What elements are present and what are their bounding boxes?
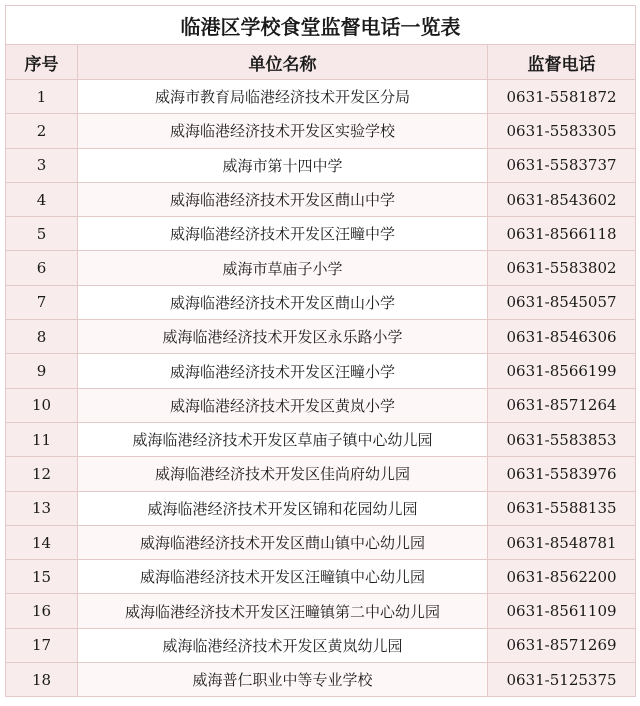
row-unit-name: 威海临港经济技术开发区黄岚小学 xyxy=(78,388,488,422)
table-row xyxy=(6,148,636,182)
table-row xyxy=(6,251,636,285)
row-serial-number: 3 xyxy=(6,148,78,182)
row-unit-name: 威海临港经济技术开发区蔄山镇中心幼儿园 xyxy=(78,525,488,559)
row-serial-number: 6 xyxy=(6,251,78,285)
row-phone-number: 0631-8545057 xyxy=(488,285,636,319)
row-phone-number: 0631-8566118 xyxy=(488,217,636,251)
row-phone-number: 0631-8571269 xyxy=(488,628,636,662)
row-unit-name: 威海市第十四中学 xyxy=(78,148,488,182)
table-row xyxy=(6,560,636,594)
table-row xyxy=(6,217,636,251)
header-serial-number: 序号 xyxy=(6,45,78,80)
row-unit-name: 威海临港经济技术开发区汪疃中学 xyxy=(78,217,488,251)
table-row xyxy=(6,285,636,319)
table-row xyxy=(6,663,636,697)
row-phone-number: 0631-5588135 xyxy=(488,491,636,525)
row-serial-number: 10 xyxy=(6,388,78,422)
row-serial-number: 17 xyxy=(6,628,78,662)
row-phone-number: 0631-8548781 xyxy=(488,525,636,559)
row-unit-name: 威海临港经济技术开发区蔄山小学 xyxy=(78,285,488,319)
table-title: 临港区学校食堂监督电话一览表 xyxy=(6,6,636,45)
header-unit-name: 单位名称 xyxy=(78,45,488,80)
table-body xyxy=(6,80,636,697)
table-row xyxy=(6,182,636,216)
row-phone-number: 0631-8543602 xyxy=(488,182,636,216)
row-unit-name: 威海市草庙子小学 xyxy=(78,251,488,285)
table-row xyxy=(6,457,636,491)
row-serial-number: 9 xyxy=(6,354,78,388)
row-phone-number: 0631-5583737 xyxy=(488,148,636,182)
row-unit-name: 威海临港经济技术开发区黄岚幼儿园 xyxy=(78,628,488,662)
table-row xyxy=(6,354,636,388)
row-phone-number: 0631-5583853 xyxy=(488,422,636,456)
row-unit-name: 威海临港经济技术开发区锦和花园幼儿园 xyxy=(78,491,488,525)
row-phone-number: 0631-8566199 xyxy=(488,354,636,388)
row-unit-name: 威海临港经济技术开发区汪疃镇中心幼儿园 xyxy=(78,560,488,594)
row-phone-number: 0631-8571264 xyxy=(488,388,636,422)
row-phone-number: 0631-5581872 xyxy=(488,80,636,114)
row-serial-number: 4 xyxy=(6,182,78,216)
supervision-phone-table xyxy=(5,5,636,697)
row-serial-number: 15 xyxy=(6,560,78,594)
row-serial-number: 1 xyxy=(6,80,78,114)
row-serial-number: 12 xyxy=(6,457,78,491)
row-serial-number: 2 xyxy=(6,114,78,148)
header-supervision-phone: 监督电话 xyxy=(488,45,636,80)
row-serial-number: 13 xyxy=(6,491,78,525)
row-phone-number: 0631-5583976 xyxy=(488,457,636,491)
row-serial-number: 14 xyxy=(6,525,78,559)
row-phone-number: 0631-5583802 xyxy=(488,251,636,285)
table-row xyxy=(6,525,636,559)
row-unit-name: 威海普仁职业中等专业学校 xyxy=(78,663,488,697)
table-row xyxy=(6,80,636,114)
row-unit-name: 威海临港经济技术开发区汪疃小学 xyxy=(78,354,488,388)
row-serial-number: 11 xyxy=(6,422,78,456)
row-serial-number: 18 xyxy=(6,663,78,697)
table-row xyxy=(6,114,636,148)
table-row xyxy=(6,594,636,628)
row-unit-name: 威海临港经济技术开发区草庙子镇中心幼儿园 xyxy=(78,422,488,456)
row-unit-name: 威海临港经济技术开发区实验学校 xyxy=(78,114,488,148)
row-phone-number: 0631-5125375 xyxy=(488,663,636,697)
row-phone-number: 0631-8561109 xyxy=(488,594,636,628)
document-page xyxy=(5,5,635,701)
table-row xyxy=(6,628,636,662)
row-unit-name: 威海市教育局临港经济技术开发区分局 xyxy=(78,80,488,114)
row-unit-name: 威海临港经济技术开发区永乐路小学 xyxy=(78,320,488,354)
row-phone-number: 0631-8562200 xyxy=(488,560,636,594)
row-phone-number: 0631-8546306 xyxy=(488,320,636,354)
table-row xyxy=(6,388,636,422)
table-row xyxy=(6,320,636,354)
table-row xyxy=(6,422,636,456)
row-unit-name: 威海临港经济技术开发区汪疃镇第二中心幼儿园 xyxy=(78,594,488,628)
row-serial-number: 8 xyxy=(6,320,78,354)
row-serial-number: 7 xyxy=(6,285,78,319)
row-unit-name: 威海临港经济技术开发区蔄山中学 xyxy=(78,182,488,216)
row-phone-number: 0631-5583305 xyxy=(488,114,636,148)
row-unit-name: 威海临港经济技术开发区佳尚府幼儿园 xyxy=(78,457,488,491)
row-serial-number: 5 xyxy=(6,217,78,251)
table-row xyxy=(6,491,636,525)
header-row xyxy=(6,45,636,80)
row-serial-number: 16 xyxy=(6,594,78,628)
